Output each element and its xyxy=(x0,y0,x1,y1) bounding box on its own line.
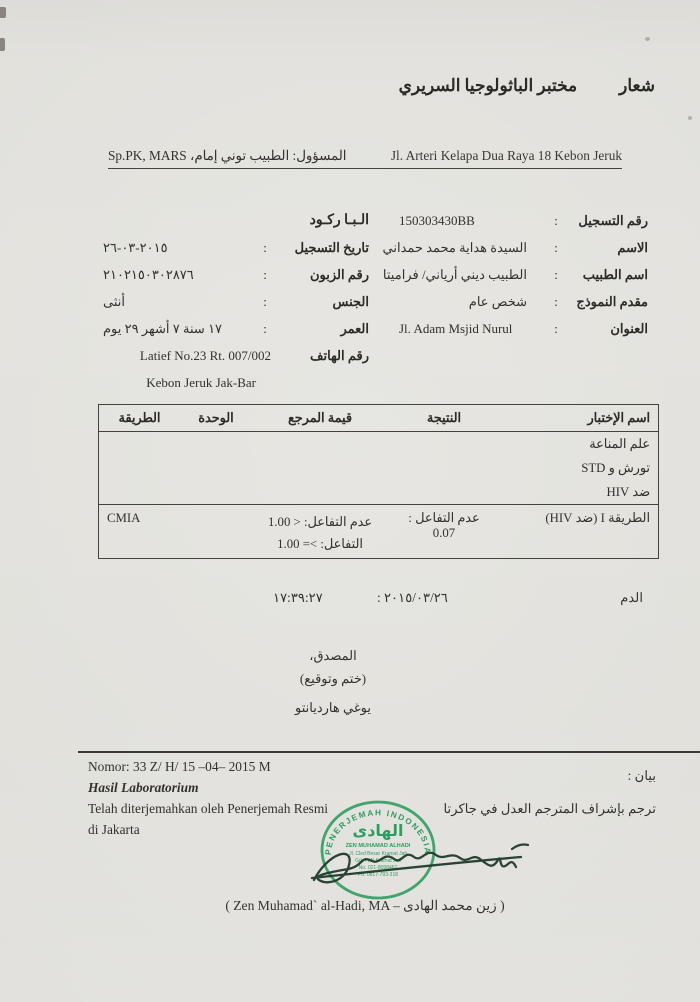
stamp-detail-line: No. 021-8098467 xyxy=(358,865,398,871)
colon: : xyxy=(263,293,267,309)
translated-line: Telah diterjemahkan oleh Penerjemah Resmi xyxy=(88,801,329,816)
info-row-submitter xyxy=(85,288,648,315)
col-header-method: الطريقة xyxy=(99,405,180,432)
specimen-row xyxy=(0,590,700,610)
footer-divider xyxy=(78,751,700,753)
age-value: ١٧ سنة ٧ أشهر ٢٩ يوم xyxy=(103,320,223,336)
signature-scrawl xyxy=(300,833,535,897)
info-label: الاسم xyxy=(617,239,648,255)
table-header-row xyxy=(99,405,658,432)
stamp-ring-text: PENERJEMAH INDONESIA xyxy=(323,808,433,856)
result-cell: عدم التفاعل : 0.07 xyxy=(408,511,480,540)
patient-address-line2: Latief No.23 Rt. 007/002 xyxy=(139,347,271,363)
barcode-label: الـبـا ركـود xyxy=(309,213,369,228)
colon: : xyxy=(263,320,267,336)
certifier-title: المصدق، xyxy=(309,648,357,663)
certifier-name: يوغي هارديانتو xyxy=(295,700,371,715)
registration-number: 150303430BB xyxy=(399,212,475,228)
header-title-row xyxy=(80,76,655,96)
letterhead-line xyxy=(108,138,622,169)
colon: : xyxy=(554,320,558,336)
stamp-detail-line: Gd. PLN Kramat Jati xyxy=(355,858,401,864)
info-label: تاريخ التسجيل xyxy=(294,239,369,255)
signatory-arabic: زين محمد الهادى xyxy=(403,898,497,913)
nomor-line: Nomor: 33 Z/ H/ 15 –04– 2015 M xyxy=(88,759,271,774)
colon: : xyxy=(554,239,558,255)
col-header-result: النتيجة xyxy=(388,405,500,432)
patient-address-line3: Kebon Jeruk Jak-Bar xyxy=(146,374,256,390)
signatory-close-paren: ) xyxy=(496,898,505,913)
section-row-torch-std xyxy=(99,456,658,480)
section-row-anti-hiv xyxy=(99,480,658,505)
patient-info-grid xyxy=(85,207,648,396)
certifier-block xyxy=(278,648,388,716)
specimen-time: ١٧:٣٩:٢٧ xyxy=(273,590,323,605)
reference-line-reactive: التفاعل: >= 1.00 xyxy=(277,537,363,551)
submitter-value: شخص عام xyxy=(468,293,527,309)
info-label: رقم الهاتف xyxy=(310,347,369,363)
colon: : xyxy=(263,239,267,255)
info-row-registration xyxy=(85,207,648,234)
clinic-address: Jl. Arteri Kelapa Dua Raya 18 Kebon Jeruk xyxy=(390,148,622,163)
patient-address-line1: Jl. Adam Msjid Nurul xyxy=(399,320,513,336)
logo-placeholder-label: شعار xyxy=(619,76,655,95)
scan-artifact-mark xyxy=(0,38,5,51)
results-table-wrapper xyxy=(98,404,659,559)
bayan-label: بيان : xyxy=(627,768,656,783)
info-label: العمر xyxy=(340,320,369,336)
customer-number: ٢١٠٢١٥٠٣٠٢٨٧٦ xyxy=(103,266,194,282)
results-table xyxy=(99,405,658,557)
registration-date: ٢٠١٥-٠٣-٢٦ xyxy=(103,239,168,255)
method-cell: CMIA xyxy=(107,511,141,525)
scan-speck xyxy=(645,37,650,41)
stamp-and-signature-note: (ختم وتوقيع) xyxy=(299,671,367,686)
signatory-name-line xyxy=(170,898,560,914)
section-label: علم المناعة xyxy=(589,437,650,451)
test-name-cell: الطريقة I (ضد HIV) xyxy=(545,511,650,525)
gender-value: أنثى xyxy=(103,293,125,309)
section-label: تورش و STD xyxy=(581,461,650,475)
info-label: العنوان xyxy=(610,320,648,336)
scan-artifact-mark xyxy=(0,7,6,18)
info-row-doctor xyxy=(85,261,648,288)
stamp-calligraphy: الهادى xyxy=(352,821,404,840)
specimen-date: : ٢٠١٥/٠٣/٢٦ xyxy=(377,590,448,605)
stamp-detail-line: ZEN MUHAMAD ALHADI xyxy=(345,843,411,849)
col-header-test-name: اسم الإختبار xyxy=(500,405,658,432)
stamp-detail-line: Jl. Cled Besar Kramat Jati xyxy=(349,851,407,857)
info-row-phone xyxy=(85,342,648,369)
stamp-detail-line: Pb. 0817-793-318 xyxy=(357,872,399,878)
info-label: مقدم النموذج xyxy=(576,293,648,309)
reference-cell xyxy=(252,505,388,558)
scan-speck xyxy=(688,116,692,120)
result-row-hiv-method xyxy=(99,505,658,558)
colon: : xyxy=(554,293,558,309)
patient-name: السيدة هداية محمد حمداني xyxy=(382,239,527,255)
info-row-name xyxy=(85,234,648,261)
info-label: الجنس xyxy=(332,293,369,309)
translated-city-line: di Jakarta xyxy=(88,822,140,837)
doctor-name: الطبيب ديني أرياني/ فراميتا xyxy=(382,266,527,282)
col-header-reference: قيمة المرجع xyxy=(252,405,388,432)
info-row-address-city xyxy=(85,369,648,396)
section-label: ضد HIV xyxy=(99,480,658,505)
specimen-label: الدم xyxy=(620,590,643,605)
info-row-address xyxy=(85,315,648,342)
colon: : xyxy=(554,266,558,282)
hasil-laboratorium-line: Hasil Laboratorium xyxy=(88,780,199,795)
signatory-latin: ( Zen Muhamad` al-Hadi, MA – xyxy=(225,898,404,913)
responsible-physician: المسؤول: الطبيب توني إمام، Sp.PK, MARS xyxy=(108,148,347,163)
translation-note-arabic: ترجم بإشراف المترجم العدل في جاكرتا xyxy=(443,801,656,816)
colon: : xyxy=(554,212,558,228)
section-row-immunology xyxy=(99,432,658,457)
page-title: مختبر الباثولوجيا السريري xyxy=(398,76,578,95)
colon: : xyxy=(263,266,267,282)
info-label: رقم الزبون xyxy=(309,266,369,282)
info-label: رقم التسجيل xyxy=(578,212,648,228)
signature-graphic xyxy=(300,833,535,897)
unit-cell xyxy=(180,505,252,558)
reference-line-nonreactive: عدم التفاعل: < 1.00 xyxy=(267,515,373,529)
info-label: اسم الطبيب xyxy=(582,266,648,282)
col-header-unit: الوحدة xyxy=(180,405,252,432)
